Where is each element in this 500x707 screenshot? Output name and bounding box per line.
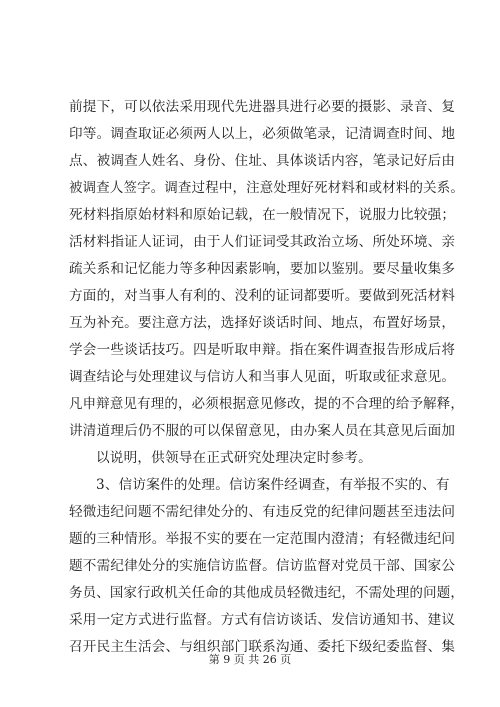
body-line-7: 疏关系和记忆能力等多种因素影响，要加以鉴别。要尽量收集多 <box>69 261 456 277</box>
body-line-21: 召开民主生活会、与组织部门联系沟通、委托下级纪委监督、集 <box>69 639 456 655</box>
body-line-15: 3、信访案件的处理。信访案件经调查，有举报不实的、有 <box>96 477 450 493</box>
body-line-6: 活材料指证人证词，由于人们证词受其政治立场、所处环境、亲 <box>69 234 456 250</box>
body-line-19: 务员、国家行政机关任命的其他成员轻微违纪，不需处理的问题， <box>69 585 465 601</box>
body-line-2: 印等。调查取证必须两人以上，必须做笔录，记清调查时间、地 <box>69 126 456 142</box>
body-line-4: 被调查人签字。调查过程中，注意处理好死材料和或材料的关系。 <box>69 180 465 196</box>
body-line-3: 点、被调查人姓名、身份、住址、具体谈话内容，笔录记好后由 <box>69 153 456 169</box>
body-line-8: 方面的，对当事人有利的、没利的证词都要听。要做到死活材料 <box>69 288 456 304</box>
body-line-16: 轻微违纪问题不需纪律处分的、有违反党的纪律问题甚至违法问 <box>69 504 456 520</box>
body-line-1: 前提下，可以依法采用现代先进器具进行必要的摄影、录音、复 <box>69 99 456 115</box>
page-footer <box>0 653 500 667</box>
body-line-14: 以说明，供领导在正式研究处理决定时参考。 <box>96 450 372 466</box>
body-line-5: 死材料指原始材料和原始记载，在一般情况下，说服力比较强； <box>69 207 456 223</box>
body-line-18: 题不需纪律处分的实施信访监督。信访监督对党员干部、国家公 <box>69 558 456 574</box>
page-number-label: 第 9 页 共 26 页 <box>208 653 292 666</box>
body-line-9: 互为补充。要注意方法，选择好谈话时间、地点，布置好场景， <box>69 315 456 331</box>
body-line-20: 采用一定方式进行监督。方式有信访谈话、发信访通知书、建议 <box>69 612 456 628</box>
body-line-12: 凡申辩意见有理的，必须根据意见修改，提的不合理的给予解释， <box>69 396 465 412</box>
body-line-13: 讲清道理后仍不服的可以保留意见，由办案人员在其意见后面加 <box>69 423 456 439</box>
body-line-10: 学会一些谈话技巧。四是听取申辩。指在案件调查报告形成后将 <box>69 342 456 358</box>
body-line-11: 调查结论与处理建议与信访人和当事人见面，听取或征求意见。 <box>69 369 456 385</box>
body-line-17: 题的三种情形。举报不实的要在一定范围内澄清；有轻微违纪问 <box>69 531 456 547</box>
